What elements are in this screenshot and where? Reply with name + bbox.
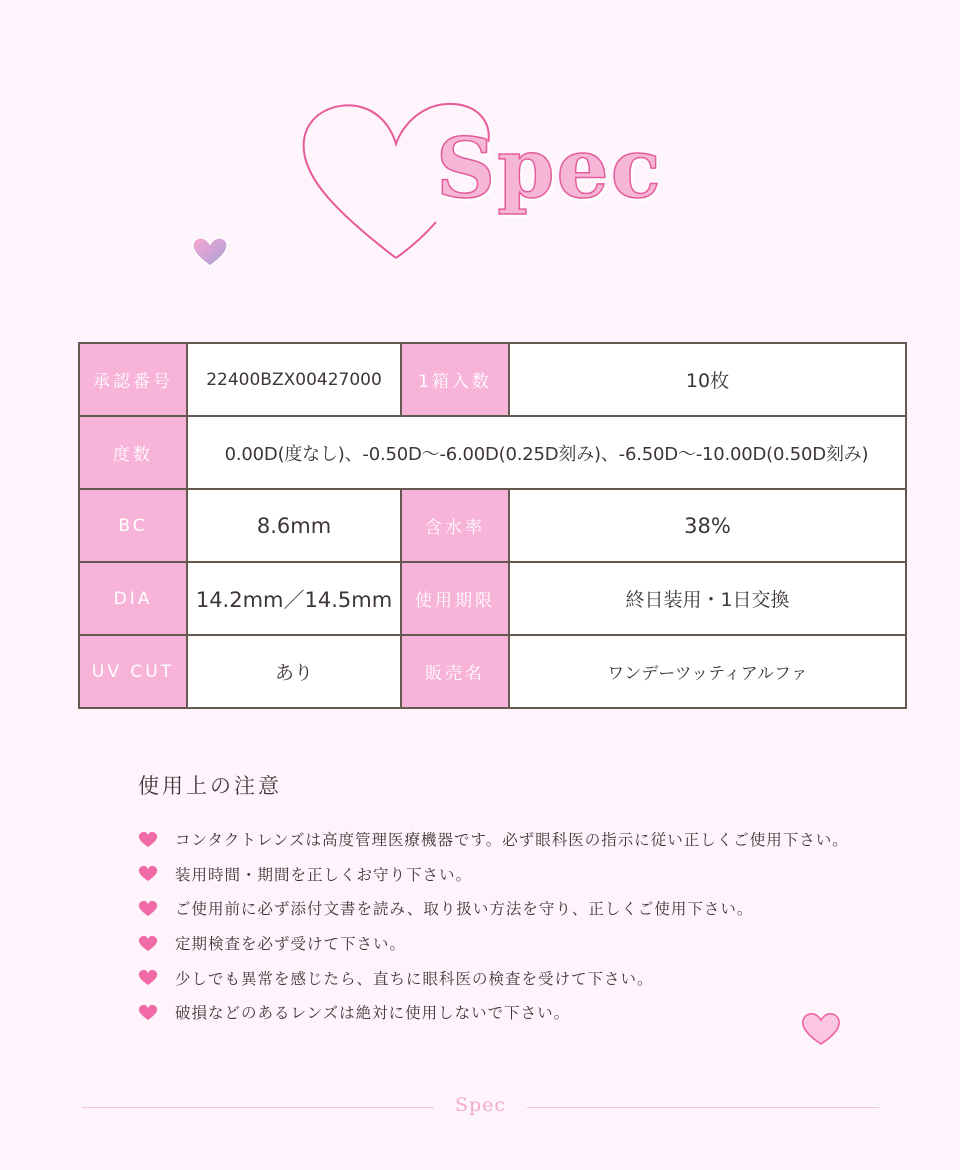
list-item — [138, 822, 849, 857]
list-item — [138, 891, 849, 926]
heart-icon — [138, 969, 158, 986]
table-row — [79, 562, 906, 635]
spec-label: 使用期限 — [401, 562, 509, 635]
spec-label: UV CUT — [79, 635, 187, 708]
caution-text: ご使用前に必ず添付文書を読み、取り扱い方法を守り、正しくご使用下さい。 — [175, 900, 754, 919]
footer-title: Spec — [455, 1094, 507, 1116]
list-item — [138, 995, 849, 1030]
spec-value: 10枚 — [509, 343, 906, 416]
caution-title: 使用上の注意 — [138, 774, 282, 798]
spec-label: DIA — [79, 562, 187, 635]
list-item — [138, 960, 849, 995]
heart-icon — [138, 1004, 158, 1021]
page-title: Spec — [436, 121, 663, 217]
spec-value: 38% — [509, 489, 906, 562]
spec-value: 22400BZX00427000 — [187, 343, 401, 416]
footer-divider — [527, 1107, 879, 1108]
table-row — [79, 489, 906, 562]
footer-divider — [82, 1107, 434, 1108]
caution-text: コンタクトレンズは高度管理医療機器です。必ず眼科医の指示に従い正しくご使用下さい。 — [175, 831, 849, 850]
spec-label: 1箱入数 — [401, 343, 509, 416]
caution-text: 少しでも異常を感じたら、直ちに眼科医の検査を受けて下さい。 — [175, 969, 654, 988]
heart-icon — [191, 236, 229, 268]
table-row — [79, 416, 906, 489]
spec-value: ワンデーツッティアルファ — [509, 635, 906, 708]
table-row — [79, 635, 906, 708]
heart-icon — [138, 865, 158, 882]
table-row — [79, 343, 906, 416]
spec-label: 承認番号 — [79, 343, 187, 416]
spec-value: あり — [187, 635, 401, 708]
spec-table — [78, 342, 907, 709]
heart-icon — [138, 935, 158, 952]
spec-label: 販売名 — [401, 635, 509, 708]
spec-value: 8.6mm — [187, 489, 401, 562]
caution-list — [138, 822, 849, 1030]
list-item — [138, 926, 849, 961]
hero — [0, 0, 960, 320]
spec-value: 14.2mm／14.5mm — [187, 562, 401, 635]
list-item — [138, 857, 849, 892]
spec-label: BC — [79, 489, 187, 562]
spec-label: 度数 — [79, 416, 187, 489]
heart-icon — [138, 831, 158, 848]
caution-text: 装用時間・期間を正しくお守り下さい。 — [175, 865, 473, 884]
spec-label: 含水率 — [401, 489, 509, 562]
heart-icon — [138, 900, 158, 917]
heart-icon — [801, 1012, 841, 1046]
spec-value: 0.00D(度なし)、-0.50D～-6.00D(0.25D刻み)、-6.50D～-10.00D(0.50D刻み) — [187, 416, 906, 489]
spec-value: 終日装用・1日交換 — [509, 562, 906, 635]
caution-text: 定期検査を必ず受けて下さい。 — [175, 935, 407, 954]
caution-text: 破損などのあるレンズは絶対に使用しないで下さい。 — [175, 1004, 571, 1023]
